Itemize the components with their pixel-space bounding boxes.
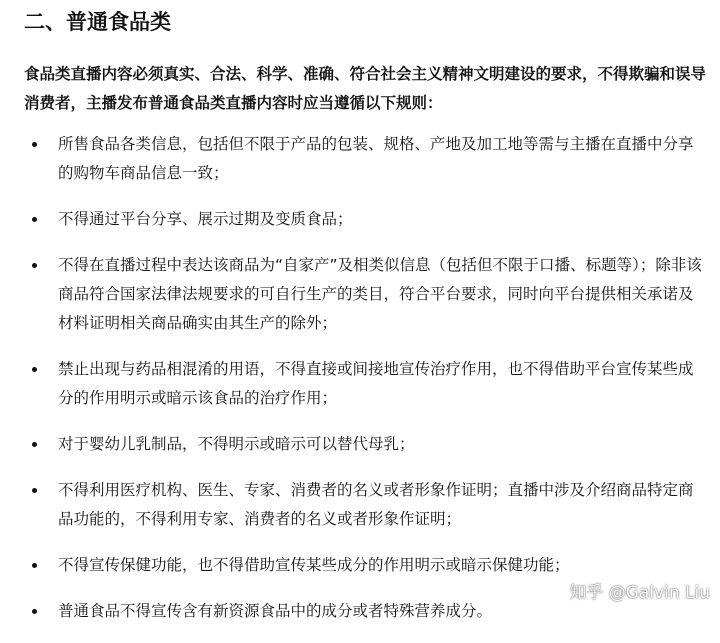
bullet-icon: [32, 367, 37, 372]
list-item: [24, 205, 708, 234]
article-content: [24, 0, 708, 643]
list-item-text: 不得宣传保健功能，也不得借助宣传某些成分的作用明示或暗示保健功能；: [58, 556, 570, 574]
bullet-icon: [32, 442, 37, 447]
list-item-text: 所售食品各类信息，包括但不限于产品的包装、规格、产地及加工地等需与主播在直播中分享的购物车商品信息一致；: [58, 135, 694, 182]
list-item-text: 不得通过平台分享、展示过期及变质食品；: [58, 210, 353, 228]
bullet-icon: [32, 563, 37, 568]
bullet-icon: [32, 609, 37, 614]
list-item-text: 不得在直播过程中表达该商品为“自家产”及相类似信息（包括但不限于口播、标题等）；除非该商品符合国家法律法规要求的可自行生产的类目，符合平台要求，同时向平台提供相关承诺及材料证明相关商品确实由其生产的除外；: [58, 256, 702, 332]
bullet-icon: [32, 488, 37, 493]
list-item: [24, 551, 708, 580]
watermark: 知乎 @Galvin Liu: [569, 583, 710, 603]
list-item-text: 禁止出现与药品相混淆的用语，不得直接或间接地宣传治疗作用，也不得借助平台宣传某些成分的作用明示或暗示该食品的治疗作用；: [58, 360, 694, 407]
rules-list: [24, 130, 708, 626]
list-item: [24, 430, 708, 459]
list-item: [24, 476, 708, 534]
list-item: [24, 355, 708, 413]
section-heading: 二、普通食品类: [24, 10, 171, 34]
list-item-text: 对于婴幼儿乳制品，不得明示或暗示可以替代母乳；: [58, 435, 415, 453]
bullet-icon: [32, 263, 37, 268]
bullet-icon: [32, 142, 37, 147]
bullet-icon: [32, 217, 37, 222]
list-item: [24, 130, 708, 188]
intro-paragraph: 食品类直播内容必须真实、合法、科学、准确、符合社会主义精神文明建设的要求，不得欺骗和误导消费者，主播发布普通食品类直播内容时应当遵循以下规则：: [24, 65, 707, 112]
list-item: [24, 251, 708, 338]
list-item-text: 普通食品不得宣传含有新资源食品中的成分或者特殊营养成分。: [58, 602, 493, 620]
list-item-text: 不得利用医疗机构、医生、专家、消费者的名义或者形象作证明；直播中涉及介绍商品特定商品功能的，不得利用专家、消费者的名义或者形象作证明；: [58, 481, 694, 528]
